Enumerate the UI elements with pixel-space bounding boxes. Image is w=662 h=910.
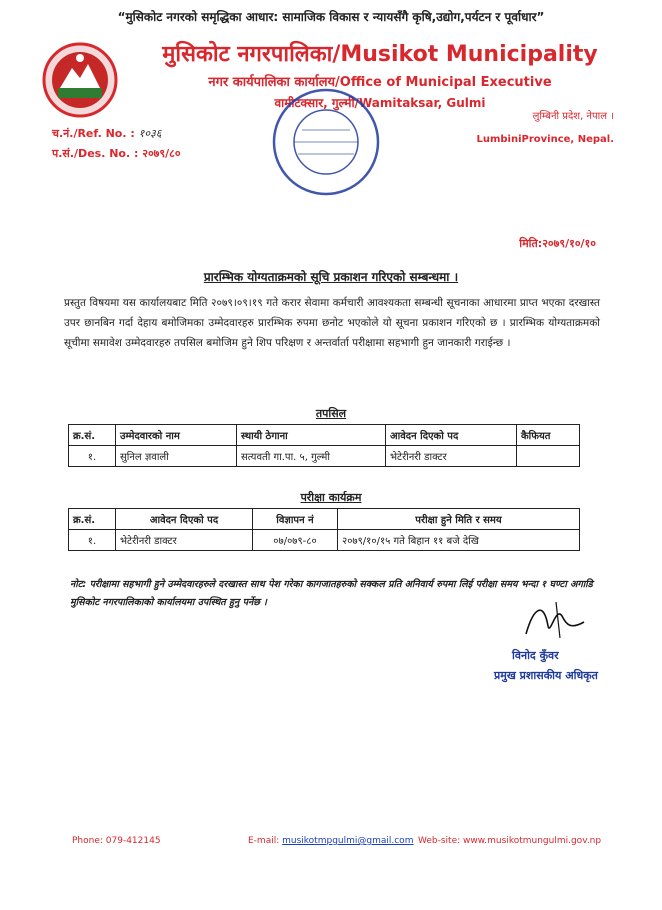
col-header: कैफियत [517,425,580,446]
table-header-row [69,509,580,530]
notice-body: प्रस्तुत विषयमा यस कार्यालयबाट मिति २०७९।०९।१९ गते करार सेवामा कर्मचारी आवश्यकता सम्बन्धी सूचनाका आधारमा प्राप्त भएका दरखास्त उपर छानबिन गर्दा देहाय बमोजिमका उम्मेदवारहरु प्रारम्भिक रुपमा छनोट भएकोले यो सूचना प्रकाशन गरिएको छ । प्रारम्भिक योग्यताक्रमको सूचीमा समावेश उम्मेदवारहरु तपसिल बमोजिम हुने शिप परिक्षण र अन्तर्वार्ता परीक्षामा सहभागी हुन जानकारी गराईन्छ । [64,297,600,349]
province-nepali: लुम्बिनी प्रदेश, नेपाल । [532,111,614,122]
signatory-name: विनोद कुँवर [512,649,559,662]
table2-heading: परीक्षा कार्यक्रम [300,491,362,504]
footer-phone: Phone: 079-412145 [72,836,161,846]
col-header: क्र.सं. [69,509,116,530]
table1-heading: तपसिल [315,407,347,420]
office-name: नगर कार्यपालिका कार्यालय/Office of Municipal Executive [208,75,552,90]
footer-email [248,836,413,846]
col-header: उम्मेदवारको नाम [116,425,237,446]
province-english: LumbiniProvince, Nepal. [476,134,614,145]
col-header: क्र.सं. [69,425,116,446]
table-cell: १. [69,446,116,467]
subject-line: प्रारम्भिक योग्यताक्रमको सूचि प्रकाशन गरिएको सम्बन्धमा । [203,270,459,284]
table-cell: ०७/०७९-८० [253,530,338,551]
col-header: विज्ञापन नं [253,509,338,530]
des-label: प.सं./Des. No. : [52,147,139,160]
table-row [69,446,580,467]
des-value: २०७९/८० [142,147,181,160]
email-label: E-mail: [248,836,280,846]
date-label: मिति: [519,237,543,250]
date-value: २०७९/१०/१० [542,237,596,250]
table-cell: सत्यवती गा.पा. ५, गुल्मी [237,446,386,467]
signature [520,596,590,642]
candidate-table [68,424,580,467]
table-cell: सुनिल ज्ञवाली [116,446,237,467]
office-address: वामीटक्सार, गुल्मी/Wamitaksar, Gulmi [274,96,486,110]
col-header: आवेदन दिएको पद [386,425,517,446]
ref-label: च.नं./Ref. No. : [52,127,135,140]
email-link[interactable]: musikotmpgulmi@gmail.com [282,836,414,846]
municipality-title: मुसिकोट नगरपालिका/Musikot Municipality [162,42,598,67]
exam-note: नोट: परीक्षामा सहभागी हुने उम्मेदवारहरुले दरखास्त साथ पेश गरेका कागजातहरुको सक्कल प्रति अनिवार्य रुपमा लिई परीक्षा समय भन्दा १ घण्टा अगाडि मुसिकोट नगरपालिकाको कार्यालयमा उपस्थित हुनु पर्नेछ । [70,579,593,608]
ref-value: १०३६ [138,127,162,140]
ref-no [52,126,162,141]
letter-date [519,236,596,251]
table-cell: १. [69,530,116,551]
table-cell: भेटेरीनरी डाक्टर [386,446,517,467]
web-label: Web-site: [418,836,461,846]
web-link[interactable]: www.musikotmungulmi.gov.np [463,836,602,846]
exam-schedule-table [68,508,580,551]
office-stamp [268,84,384,200]
signatory-title: प्रमुख प्रशासकीय अधिकृत [494,669,598,682]
des-no [52,146,181,161]
table-row [69,530,580,551]
col-header: स्थायी ठेगाना [237,425,386,446]
table-header-row [69,425,580,446]
municipality-logo [40,40,120,120]
col-header: परीक्षा हुने मिति र समय [338,509,580,530]
col-header: आवेदन दिएको पद [116,509,253,530]
table-cell: २०७९/१०/१५ गते बिहान ११ बजे देखि [338,530,580,551]
table-cell [517,446,580,467]
table-cell: भेटेरीनरी डाक्टर [116,530,253,551]
footer-website [418,836,601,846]
slogan: “मुसिकोट नगरको समृद्धिका आधार: सामाजिक विकास र न्यायसँगै कृषि,उद्योग,पर्यटन र पूर्वाधार” [117,10,545,24]
